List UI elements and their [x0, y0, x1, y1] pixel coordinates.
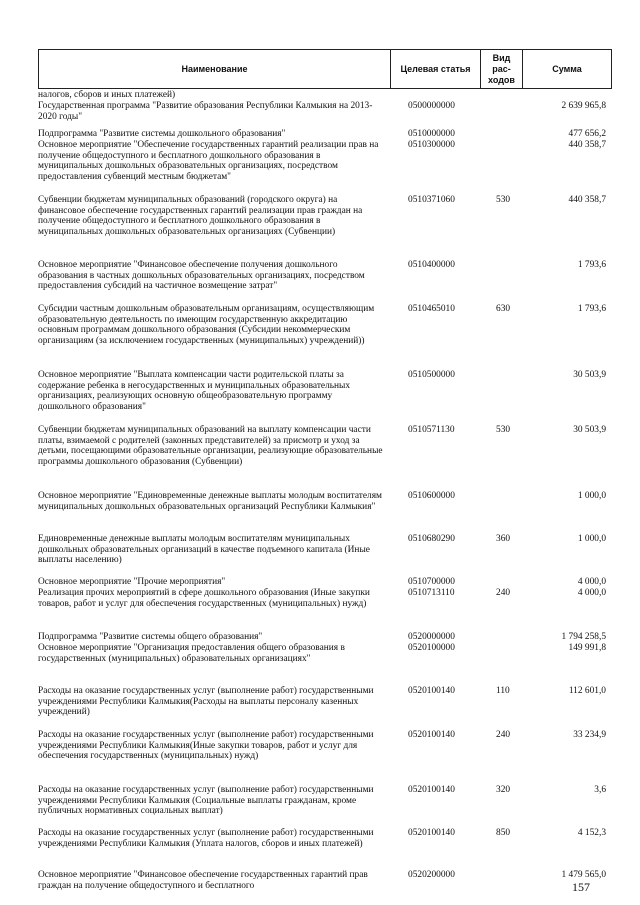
- row-sum: 4 000,0: [577, 577, 606, 587]
- row-name: Государственная программа "Развитие образования Республики Калмыкия на 2013-2020 годы": [38, 101, 373, 122]
- table-row: [38, 140, 612, 182]
- row-name: Расходы на оказание государственных услуг (выполнение работ) государственными учреждениями Республики Калмыкия (Уплата налогов, сборов и иных платежей): [38, 828, 374, 849]
- table-row: [38, 577, 612, 588]
- table-row: [38, 195, 612, 237]
- table-row: [38, 785, 612, 817]
- row-name: Расходы на оказание государственных услуг (выполнение работ) государственными учреждениями Республики Калмыкия(Расходы на выплаты персоналу казенных учреждений): [38, 686, 374, 718]
- row-sum: 4 152,3: [577, 828, 606, 838]
- row-sum: 30 503,9: [573, 425, 606, 435]
- table-row: [38, 588, 612, 609]
- row-sum: 1 000,0: [577, 534, 606, 544]
- table-row: [38, 491, 612, 512]
- row-target-article: 0520100140: [408, 730, 455, 740]
- row-sum: 2 639 965,8: [561, 101, 606, 111]
- row-name: Основное мероприятие "Прочие мероприятия": [38, 577, 226, 587]
- row-expense-type: 850: [496, 828, 511, 838]
- row-name: Расходы на оказание государственных услуг (выполнение работ) государственными учреждениями Республики Калмыкия (Социальные выплаты гражданам, кроме публичных нормативных социальных выплат): [38, 785, 374, 817]
- table-row: [38, 304, 612, 346]
- row-name: Субвенции бюджетам муниципальных образований (городского округа) на финансовое обеспечение государственных гарантий реализации прав граждан на получение общедоступного и бесплатного дошкольного образования в муниципальных дошкольных образовательных организациях (Субвенции): [38, 195, 363, 237]
- row-expense-type: 530: [496, 195, 511, 205]
- row-name: Основное мероприятие "Обеспечение государственных гарантий реализации прав на получение общедоступного и бесплатного дошкольного образования в муниципальных дошкольных образовательных организациях, посредством предоставления субвенций местным бюджетам": [38, 140, 379, 182]
- row-name: Субвенции бюджетам муниципальных образований на выплату компенсации части платы, взимаемой с родителей (законных представителей) за присмотр и уход за детьми, посещающими образовательные организации, реализующие образовательные программы дошкольного образования (Субвенции): [38, 425, 383, 467]
- row-target-article: 0510713110: [408, 588, 455, 598]
- header-expense-type: Вид рас- ходов: [481, 50, 523, 88]
- row-expense-type: 530: [496, 425, 511, 435]
- row-name: Подпрограмма "Развитие системы общего образования": [38, 632, 263, 642]
- table-row: [38, 260, 612, 292]
- row-sum: 112 601,0: [568, 686, 606, 696]
- header-target-article: Целевая статья: [391, 50, 481, 88]
- row-sum: 30 503,9: [573, 370, 606, 380]
- row-target-article: 0510000000: [408, 129, 455, 139]
- row-sum: 440 358,7: [568, 195, 606, 205]
- row-expense-type: 630: [496, 304, 511, 314]
- row-target-article: 0510371060: [408, 195, 455, 205]
- table-row: [38, 101, 612, 122]
- row-target-article: 0510680290: [408, 534, 455, 544]
- row-target-article: 0520100000: [408, 643, 455, 653]
- row-target-article: 0520100140: [408, 686, 455, 696]
- row-sum: 1 793,6: [577, 260, 606, 270]
- table-row: [38, 828, 612, 849]
- row-target-article: 0510400000: [408, 260, 455, 270]
- row-name: налогов, сборов и иных платежей): [38, 90, 176, 100]
- table-header: [38, 49, 612, 89]
- row-expense-type: 240: [496, 588, 511, 598]
- row-target-article: 0520000000: [408, 632, 455, 642]
- row-target-article: 0500000000: [408, 101, 455, 111]
- row-target-article: 0510300000: [408, 140, 455, 150]
- row-target-article: 0510600000: [408, 491, 455, 501]
- row-sum: 440 358,7: [568, 140, 606, 150]
- row-sum: 3,6: [594, 785, 606, 795]
- row-sum: 1 000,0: [577, 491, 606, 501]
- row-expense-type: 360: [496, 534, 511, 544]
- row-name: Основное мероприятие "Финансовое обеспечение получения дошкольного образования в частных дошкольных образовательных организациях, посредством предоставления субсидий на частичное возмещение затрат": [38, 260, 365, 292]
- table-row: [38, 870, 612, 891]
- row-target-article: 0520100140: [408, 828, 455, 838]
- table-row: [38, 730, 612, 762]
- row-expense-type: 320: [496, 785, 511, 795]
- row-name: Основное мероприятие "Единовременные денежные выплаты молодым воспитателям муниципальных дошкольных образовательных организаций Республики Калмыкия": [38, 491, 382, 512]
- row-sum: 149 991,8: [568, 643, 606, 653]
- table-row: [38, 370, 612, 412]
- table-row: [38, 632, 612, 643]
- row-target-article: 0520200000: [408, 870, 455, 880]
- table-row: [38, 643, 612, 664]
- row-name: Подпрограмма "Развитие системы дошкольного образования": [38, 129, 286, 139]
- table-row: [38, 686, 612, 718]
- row-sum: 33 234,9: [573, 730, 606, 740]
- row-target-article: 0510571130: [408, 425, 455, 435]
- row-target-article: 0510700000: [408, 577, 455, 587]
- row-expense-type: 240: [496, 730, 511, 740]
- row-sum: 1 793,6: [577, 304, 606, 314]
- row-target-article: 0510500000: [408, 370, 455, 380]
- page-number: 157: [572, 880, 590, 894]
- table-row: [38, 534, 612, 566]
- row-name: Субсидии частным дошкольным образовательным организациям, осуществляющим образовательную деятельность по имеющим государственную аккредитацию основным программам дошкольного образования (Субсидии некоммерческим организациям (за исключением государственных (муниципальных) учреждений)): [38, 304, 375, 346]
- row-name: Основное мероприятие "Финансовое обеспечение государственных гарантий прав граждан на получение общедоступного и бесплатного: [38, 870, 368, 891]
- row-sum: 1 794 258,5: [561, 632, 606, 642]
- row-expense-type: 110: [496, 686, 510, 696]
- row-name: Основное мероприятие "Выплата компенсации части родительской платы за содержание ребенка в негосударственных и муниципальных образовательных организациях, реализующих основную общеобразовательную программу дошкольного образования": [38, 370, 351, 412]
- table-row: [38, 129, 612, 140]
- table-row: [38, 90, 612, 101]
- table-row: [38, 425, 612, 467]
- row-target-article: 0520100140: [408, 785, 455, 795]
- row-target-article: 0510465010: [408, 304, 455, 314]
- row-name: Основное мероприятие "Организация предоставления общего образования в государственных (муниципальных) образовательных организациях": [38, 643, 345, 664]
- row-name: Расходы на оказание государственных услуг (выполнение работ) государственными учреждениями Республики Калмыкия(Иные закупки товаров, работ и услуг для обеспечения государственных (муниципальных) нужд): [38, 730, 374, 762]
- row-name: Единовременные денежные выплаты молодым воспитателям муниципальных дошкольных образовательных организаций в качестве подъемного капитала (Иные выплаты населению): [38, 534, 370, 566]
- header-name: Наименование: [39, 50, 391, 88]
- row-sum: 477 656,2: [568, 129, 606, 139]
- row-sum: 4 000,0: [577, 588, 606, 598]
- row-name: Реализация прочих мероприятий в сфере дошкольного образования (Иные закупки товаров, работ и услуг для обеспечения государственных (муниципальных) нужд): [38, 588, 370, 609]
- row-sum: 1 479 565,0: [561, 870, 606, 880]
- header-sum: Сумма: [552, 63, 582, 74]
